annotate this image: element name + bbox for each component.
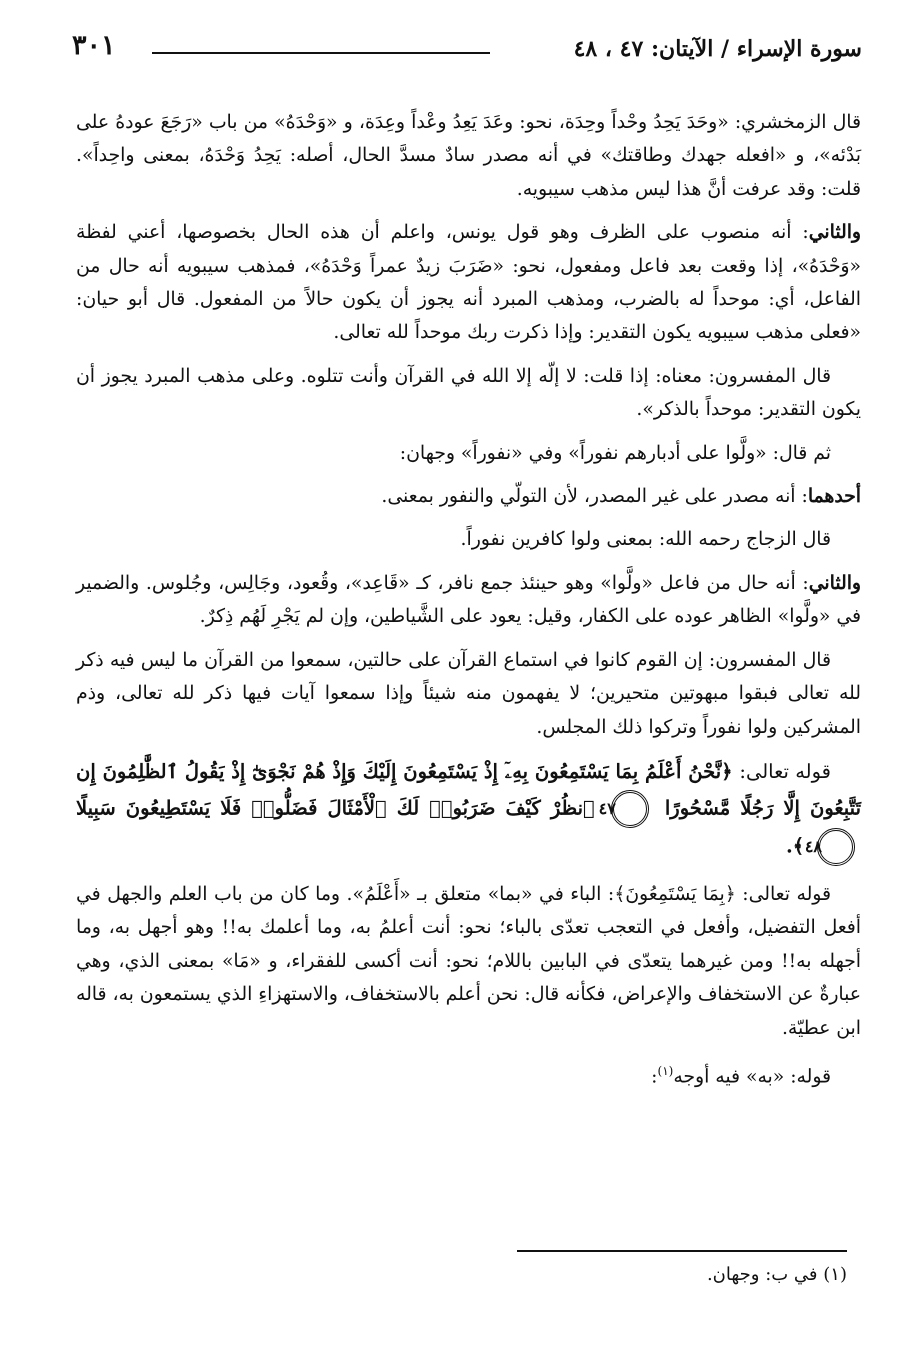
paragraph: قوله: «به» فيه أوجه$^{(١)}$: bbox=[651, 1063, 831, 1088]
paragraph: ثم قال: «ولَّوا على أدبارهم نفوراً» وفي «نفوراً» وجهان: bbox=[399, 442, 831, 464]
header-rule bbox=[152, 52, 490, 54]
ayah-number-marker: ٤٨ bbox=[817, 828, 855, 866]
ayah-number-marker: ٤٧ bbox=[611, 790, 649, 828]
verse-text-2: ٱنظُرْ كَيْفَ ضَرَبُوا۟ لَكَ ٱلْأَمْثَالَ فَضَلُّوا۟ فَلَا يَسْتَطِيعُونَ سَبِيلًا bbox=[76, 796, 595, 820]
footnote-divider bbox=[517, 1250, 847, 1252]
verse-text-1: ﴿نَّحْنُ أَعْلَمُ بِمَا يَسْتَمِعُونَ بِهِۦٓ إِذْ يَسْتَمِعُونَ إِلَيْكَ وَإِذْ هُمْ نَجْوَىٰٓ إِذْ يَقُولُ ٱلظَّٰلِمُونَ إِن تَتَّبِعُونَ إِلَّا رَجُلًا مَّسْحُورًا bbox=[76, 759, 861, 820]
footnote-ref[interactable]: (١) bbox=[657, 1063, 674, 1078]
paragraph: قال الزمخشري: «وحَدَ يَحِدُ وحْداً وحِدَة، نحو: وعَدَ يَعِدُ وعْداً وعِدَة، و «وَحْدَهُ» من باب «رَجَعَ عودهُ على بَدْئه»، و «افعله جهدك وطاقتك» في أنه مصدر سادٌ مسدَّ الحال، أصله: يَحِدُ وَحْدَهُ، بمعنى واحِداً». قلت: وقد عرفت أنَّ هذا ليس مذهب سيبويه. bbox=[76, 112, 861, 200]
footnote: (١) في ب: وجهان. bbox=[706, 1264, 847, 1285]
paragraph: قوله تعالى: ﴿بِمَا يَسْتَمِعُونَ﴾: الباء في «بما» متعلق بـ «أَعْلَمُ». وما كان من باب العلم والجهل في أفعل التفضيل، وأفعل في التعجب تعدّى بالباء؛ نحو: أنت أعلمُ به، وما أعلمك به!! وهو أجهل به، وما أجهله به!! ومن غيرهما يتعدّى في البابين باللام؛ نحو: أنت أكسى للفقراء، و «مَا» بمعنى الذي، وهي عبارةٌ عن الاستخفاف والإعراض، فكأنه قال: نحن أعلم بالاستخفاف، والاستهزاءِ الذي يستمعون به، قاله ابن عطيّة. bbox=[76, 883, 861, 1039]
body-text bbox=[76, 106, 861, 1104]
page-number: ٣٠١ bbox=[72, 30, 116, 61]
verse-lead: قوله تعالى: bbox=[739, 759, 831, 783]
paragraph: أحدهما: أنه مصدر على غير المصدر، لأن التولّي والنفور بمعنى. bbox=[381, 485, 861, 508]
paragraph: قال المفسرون: معناه: إذا قلت: لا إلّه إلا الله في القرآن وأنت تتلوه. وعلى مذهب المبرد يجوز أن يكون التقدير: موحداً بالذكر». bbox=[76, 365, 861, 421]
page-header bbox=[72, 30, 862, 70]
verse-close: ﴾. bbox=[785, 834, 805, 858]
paragraph: والثاني: أنه حال من فاعل «ولَّوا» وهو حينئذ جمع نافر، كـ «قَاعِد»، وقُعود، وجَالِس، وجُلوس. والضمير في «ولَّوا» الظاهر عوده على الكفار، وقيل: يعود على الشَّياطين، وإن لم يَجْرِ لَهُم ذِكرٌ. bbox=[76, 571, 861, 628]
paragraph: والثاني: أنه منصوب على الظرف وهو قول يونس، واعلم أن هذه الحال بخصوصها، أعني لفظة «وَحْدَهُ»، إذا وقعت بعد فاعل ومفعول، نحو: «ضَرَبَ زيدٌ عمراً وَحْدَهُ»، فمذهب سيبويه أنه حال من الفاعل، أي: موحداً له بالضرب، ومذهب المبرد أنه يجوز أن يكون حالاً من المفعول. قال أبو حيان: «فعلى مذهب سيبويه يكون التقدير: وإذا ذكرت ربك موحداً لله تعالى. bbox=[76, 221, 861, 344]
paragraph: قال الزجاج رحمه الله: بمعنى ولوا كافرين نفوراً. bbox=[460, 529, 831, 551]
quran-verse bbox=[76, 754, 861, 866]
running-title: سورة الإسراء / الآيتان: ٤٧ ، ٤٨ bbox=[573, 36, 862, 62]
paragraph: قال المفسرون: إن القوم كانوا في استماع القرآن على حالتين، سمعوا من القرآن ما ليس فيه ذكر لله تعالى فبقوا مبهوتين متحيرين؛ لا يفهمون منه شيئاً وإذا سمعوا آيات فيها ذكر لله تعالى، وذم المشركين ولوا نفوراً وتركوا ذلك المجلس. bbox=[76, 649, 861, 738]
